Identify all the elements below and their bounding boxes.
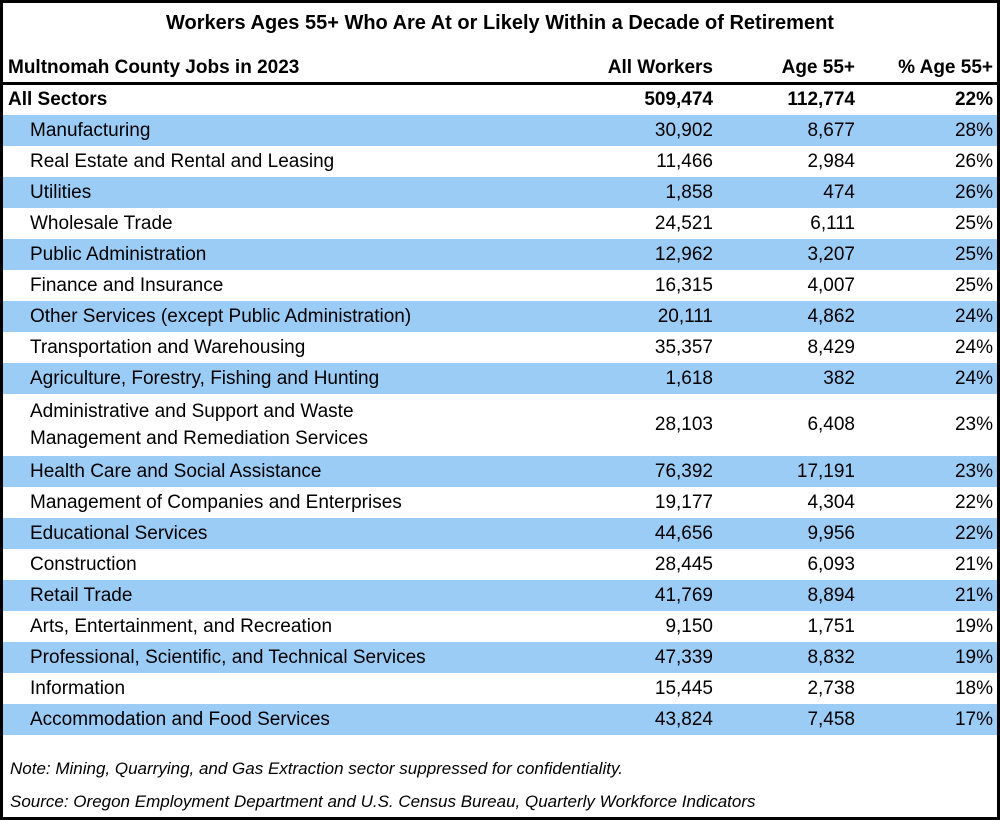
all-workers-cell: 15,445 — [654, 677, 713, 699]
table-row — [3, 642, 997, 673]
all-workers-cell: 1,858 — [518, 177, 716, 208]
sector-cell: Utilities — [3, 177, 518, 208]
sector-cell: Educational Services — [3, 518, 518, 549]
table-row — [3, 611, 997, 642]
table-row — [3, 363, 997, 394]
all-workers-cell: 12,962 — [518, 239, 716, 270]
pct-cell: 25% — [954, 274, 993, 296]
pct-cell: 24% — [858, 363, 997, 394]
table-row — [3, 518, 997, 549]
sector-cell: Professional, Scientific, and Technical Services — [3, 642, 518, 673]
sector-cell: Health Care and Social Assistance — [3, 456, 518, 487]
pct-cell: 21% — [954, 553, 993, 575]
header-all-workers: All Workers — [518, 53, 716, 83]
all-workers-cell: 509,474 — [644, 88, 713, 110]
all-workers-cell: 41,769 — [518, 580, 716, 611]
table-row — [3, 177, 997, 208]
sector-cell: Transportation and Warehousing — [30, 336, 306, 358]
pct-cell: 22% — [858, 518, 997, 549]
age-55-cell: 4,862 — [716, 301, 858, 332]
table-row — [3, 239, 997, 270]
table-row — [3, 580, 997, 611]
workers-table — [3, 53, 997, 735]
sector-label: Administrative and Support and Waste Management and Remediation Services — [30, 401, 368, 449]
age-55-cell: 2,738 — [807, 677, 855, 699]
all-workers-cell: 76,392 — [518, 456, 716, 487]
table-row — [3, 456, 997, 487]
age-55-cell: 7,458 — [716, 704, 858, 735]
total-row — [3, 83, 997, 115]
age-55-cell: 8,677 — [716, 115, 858, 146]
all-workers-cell: 44,656 — [518, 518, 716, 549]
header-age-55: Age 55+ — [716, 53, 858, 83]
table-row — [3, 549, 997, 580]
all-workers-cell: 28,445 — [654, 553, 713, 575]
pct-cell: 22% — [954, 88, 993, 110]
sector-cell: Finance and Insurance — [30, 274, 224, 296]
age-55-cell: 6,093 — [807, 553, 855, 575]
table-row — [3, 270, 997, 301]
pct-cell: 28% — [858, 115, 997, 146]
all-workers-cell: 20,111 — [518, 301, 716, 332]
table-notes — [3, 735, 997, 818]
pct-cell: 23% — [858, 456, 997, 487]
age-55-cell: 8,832 — [716, 642, 858, 673]
age-55-cell: 8,429 — [807, 336, 855, 358]
all-workers-cell: 1,618 — [518, 363, 716, 394]
table-row — [3, 208, 997, 239]
pct-cell: 18% — [954, 677, 993, 699]
age-55-cell: 9,956 — [716, 518, 858, 549]
all-workers-cell: 35,357 — [654, 336, 713, 358]
pct-cell: 19% — [954, 615, 993, 637]
pct-cell: 26% — [858, 177, 997, 208]
all-workers-cell: 43,824 — [518, 704, 716, 735]
pct-cell: 25% — [858, 239, 997, 270]
sector-cell: Agriculture, Forestry, Fishing and Hunting — [3, 363, 518, 394]
table-title: Workers Ages 55+ Who Are At or Likely Within a Decade of Retirement — [166, 12, 834, 34]
age-55-cell: 382 — [716, 363, 858, 394]
age-55-cell: 6,408 — [807, 414, 855, 435]
note-line: Note: Mining, Quarrying, and Gas Extraction sector suppressed for confidentiality. — [10, 759, 623, 778]
table-row — [3, 146, 997, 177]
all-workers-cell: 28,103 — [654, 414, 713, 435]
all-workers-cell: 30,902 — [518, 115, 716, 146]
table-row — [3, 332, 997, 363]
sector-cell: Arts, Entertainment, and Recreation — [30, 615, 333, 637]
table-row — [3, 115, 997, 146]
all-workers-cell: 16,315 — [654, 274, 713, 296]
age-55-cell: 6,111 — [810, 212, 855, 234]
pct-cell: 26% — [954, 150, 993, 172]
age-55-cell: 4,007 — [807, 274, 855, 296]
table-row — [3, 394, 997, 456]
sector-cell: Manufacturing — [3, 115, 518, 146]
all-workers-cell: 24,521 — [654, 212, 713, 234]
sector-cell: Accommodation and Food Services — [3, 704, 518, 735]
sector-cell: Construction — [30, 553, 137, 575]
all-workers-cell: 9,150 — [665, 615, 713, 637]
sector-cell: Information — [30, 677, 126, 699]
age-55-cell: 8,894 — [716, 580, 858, 611]
table-row — [3, 301, 997, 332]
sector-cell: Retail Trade — [3, 580, 518, 611]
header-pct-age-55: % Age 55+ — [858, 53, 997, 83]
age-55-cell: 112,774 — [787, 88, 855, 110]
age-55-cell: 4,304 — [807, 491, 855, 513]
all-workers-cell: 47,339 — [518, 642, 716, 673]
sector-cell: Management of Companies and Enterprises — [30, 491, 402, 513]
pct-cell: 22% — [954, 491, 993, 513]
pct-cell: 19% — [858, 642, 997, 673]
sector-cell: Other Services (except Public Administration) — [3, 301, 518, 332]
sector-cell: Real Estate and Rental and Leasing — [30, 150, 335, 172]
age-55-cell: 3,207 — [716, 239, 858, 270]
age-55-cell: 1,751 — [807, 615, 855, 637]
age-55-cell: 474 — [716, 177, 858, 208]
all-workers-cell: 11,466 — [656, 150, 713, 172]
sector-cell: All Sectors — [8, 88, 108, 110]
table-row — [3, 673, 997, 704]
pct-cell: 23% — [954, 414, 993, 435]
table-row — [3, 704, 997, 735]
table-header-row — [3, 53, 997, 83]
source-line: Source: Oregon Employment Department and U.S. Census Bureau, Quarterly Workforce Indicators — [10, 792, 756, 811]
sector-cell — [3, 394, 518, 456]
pct-cell: 17% — [858, 704, 997, 735]
pct-cell: 25% — [954, 212, 993, 234]
age-55-cell: 2,984 — [807, 150, 855, 172]
all-workers-cell: 19,177 — [654, 491, 713, 513]
age-55-cell: 17,191 — [716, 456, 858, 487]
pct-cell: 21% — [858, 580, 997, 611]
table-row — [3, 487, 997, 518]
pct-cell: 24% — [858, 301, 997, 332]
sector-cell: Wholesale Trade — [30, 212, 173, 234]
sector-cell: Public Administration — [3, 239, 518, 270]
header-row-label: Multnomah County Jobs in 2023 — [3, 53, 518, 83]
pct-cell: 24% — [954, 336, 993, 358]
